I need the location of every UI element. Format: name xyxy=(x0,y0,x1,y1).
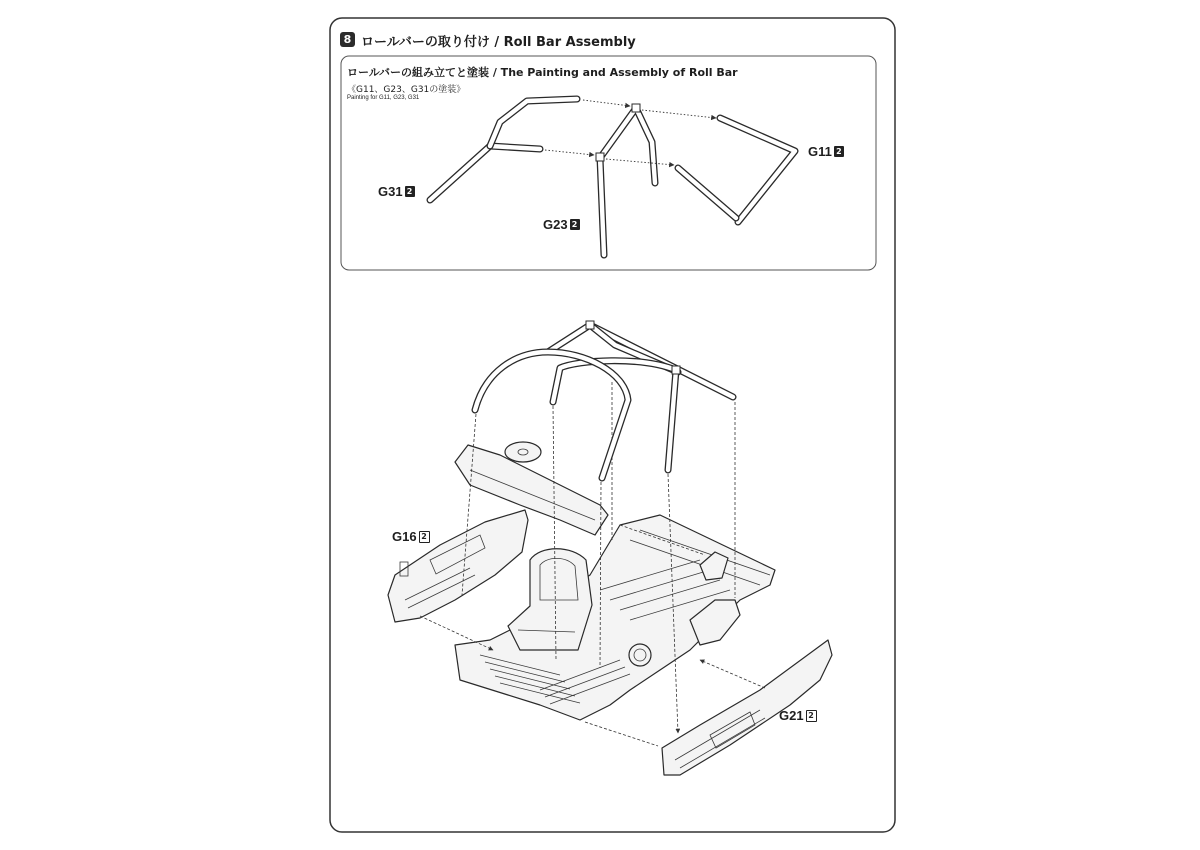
part-label-g11 xyxy=(808,144,844,159)
guide-arrow-g23-to-g11-mid xyxy=(606,159,674,165)
part-g31-drawing xyxy=(430,99,577,200)
step-title: ロールバーの取り付け / Roll Bar Assembly xyxy=(361,35,636,50)
part-number: G11 xyxy=(808,144,832,159)
part-number: G16 xyxy=(392,529,417,544)
part-label-g16 xyxy=(392,529,430,544)
transmission-tunnel-part xyxy=(629,644,651,666)
paint-note-en: Painting for G11, G23, G31 xyxy=(347,95,420,101)
part-g11-drawing xyxy=(678,118,795,222)
quantity-badge: 2 xyxy=(405,186,415,197)
quantity-badge: 2 xyxy=(806,710,817,722)
part-g16-drawing xyxy=(388,510,528,622)
steering-wheel xyxy=(505,442,541,462)
paint-note-jp: 《G11、G23、G31の塗装》 xyxy=(347,85,466,95)
part-number: G23 xyxy=(543,217,568,232)
part-number: G21 xyxy=(779,708,804,723)
dashboard-drawing xyxy=(455,442,608,535)
cage-joint xyxy=(586,321,594,329)
part-number: G31 xyxy=(378,184,403,199)
part-label-g31 xyxy=(378,184,415,199)
seat-drawing xyxy=(508,549,592,650)
quantity-badge: 2 xyxy=(834,146,844,157)
part-g23-drawing xyxy=(596,104,655,255)
quantity-badge: 2 xyxy=(570,219,580,230)
quantity-badge: 2 xyxy=(419,531,430,543)
cage-joint xyxy=(672,366,680,374)
guide-arrow-g31-to-g23-mid xyxy=(545,150,594,155)
joint-lower xyxy=(596,153,604,161)
subassembly-title: ロールバーの組み立てと塗装 / The Painting and Assembly of Roll Bar xyxy=(347,66,738,79)
part-label-g23 xyxy=(543,217,580,232)
joint-upper xyxy=(632,104,640,112)
part-label-g21 xyxy=(779,708,817,723)
step-number-badge: 8 xyxy=(340,32,355,47)
guide-arrow-g31-to-g23-top xyxy=(583,100,630,106)
guide-arrow-g23-to-g11-top xyxy=(642,110,716,118)
